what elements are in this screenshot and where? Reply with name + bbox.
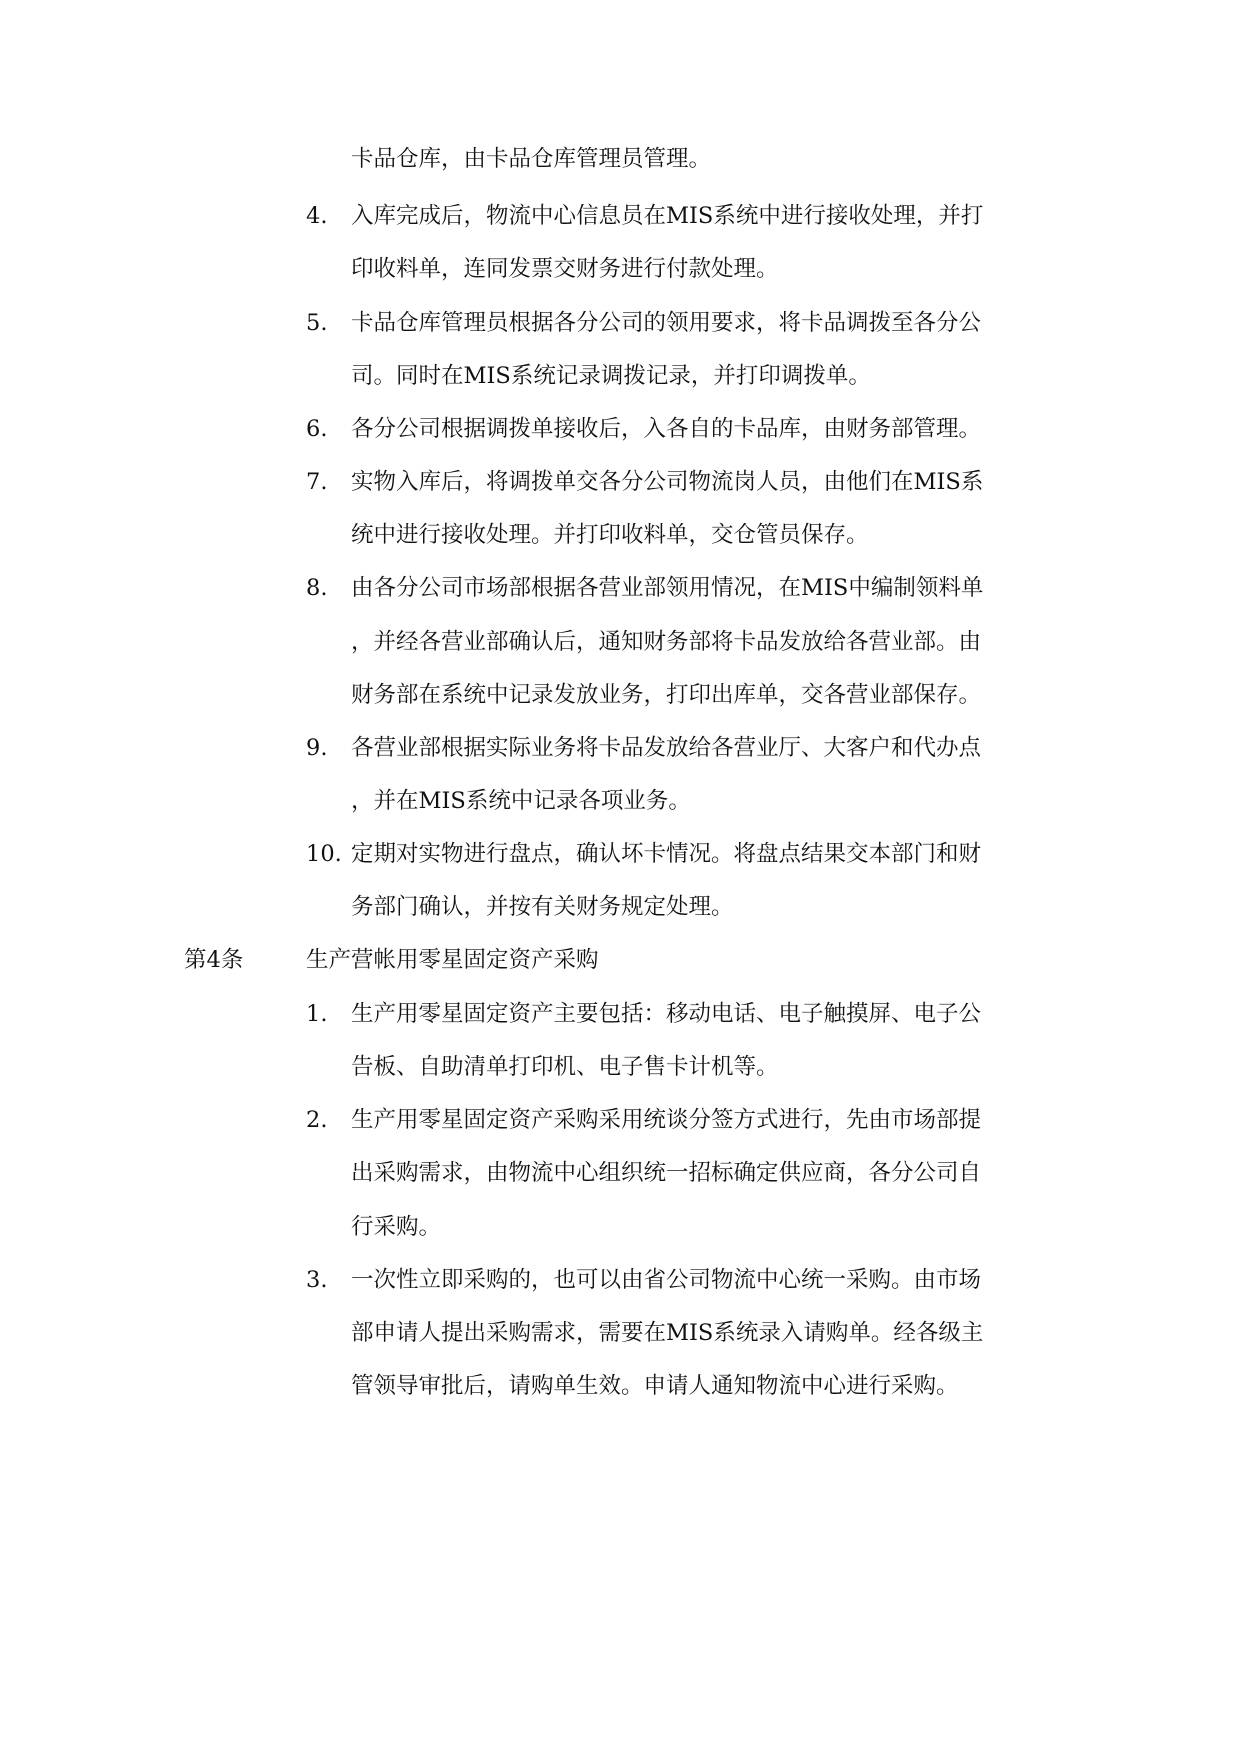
article-label: 第4条: [184, 947, 244, 973]
list-item-number: 2.: [306, 1107, 328, 1133]
list-item-line: 定期对实物进行盘点，确认坏卡情况。将盘点结果交本部门和财: [351, 841, 982, 867]
list-item-line: 各分公司根据调拨单接收后，入各自的卡品库，由财务部管理。: [351, 416, 982, 442]
list-item-line: ，并在MIS系统中记录各项业务。: [351, 788, 691, 814]
continuation-line: 卡品仓库，由卡品仓库管理员管理。: [351, 146, 712, 172]
list-item-number: 7.: [306, 469, 328, 495]
list-item-line: 各营业部根据实际业务将卡品发放给各营业厅、大客户和代办点: [351, 735, 982, 761]
list-item-line: 印收料单，连同发票交财务进行付款处理。: [351, 256, 779, 282]
list-item-line: 司。同时在MIS系统记录调拨记录，并打印调拨单。: [351, 363, 871, 389]
list-item-number: 8.: [306, 575, 328, 601]
list-item-line: 生产用零星固定资产采购采用统谈分签方式进行，先由市场部提: [351, 1107, 982, 1133]
list-item-number: 9.: [306, 735, 328, 761]
list-item-number: 3.: [306, 1267, 328, 1293]
list-item-line: 告板、自助清单打印机、电子售卡计机等。: [351, 1054, 779, 1080]
article-title: 生产营帐用零星固定资产采购: [306, 947, 599, 973]
list-item-line: 入库完成后，物流中心信息员在MIS系统中进行接收处理，并打: [351, 203, 984, 229]
list-item-number: 10.: [306, 841, 342, 867]
list-item-line: 一次性立即采购的，也可以由省公司物流中心统一采购。由市场: [351, 1267, 982, 1293]
list-item-line: 务部门确认，并按有关财务规定处理。: [351, 894, 734, 920]
list-item-line: 生产用零星固定资产主要包括：移动电话、电子触摸屏、电子公: [351, 1001, 982, 1027]
list-item-line: 部申请人提出采购需求，需要在MIS系统录入请购单。经各级主: [351, 1320, 984, 1346]
list-item-number: 4.: [306, 203, 328, 229]
list-item-line: 实物入库后，将调拨单交各分公司物流岗人员，由他们在MIS系: [351, 469, 984, 495]
list-item-number: 6.: [306, 416, 328, 442]
list-item-line: 行采购。: [351, 1214, 442, 1240]
list-item-line: 统中进行接收处理。并打印收料单，交仓管员保存。: [351, 522, 869, 548]
list-item-line: 管领导审批后，请购单生效。申请人通知物流中心进行采购。: [351, 1373, 959, 1399]
list-item-line: 卡品仓库管理员根据各分公司的领用要求，将卡品调拨至各分公: [351, 310, 982, 336]
list-item-line: 出采购需求，由物流中心组织统一招标确定供应商，各分公司自: [351, 1160, 982, 1186]
list-item-number: 5.: [306, 310, 328, 336]
list-item-number: 1.: [306, 1001, 328, 1027]
list-item-line: ，并经各营业部确认后，通知财务部将卡品发放给各营业部。由: [351, 629, 982, 655]
list-item-line: 财务部在系统中记录发放业务，打印出库单，交各营业部保存。: [351, 682, 982, 708]
list-item-line: 由各分公司市场部根据各营业部领用情况，在MIS中编制领料单: [351, 575, 984, 601]
